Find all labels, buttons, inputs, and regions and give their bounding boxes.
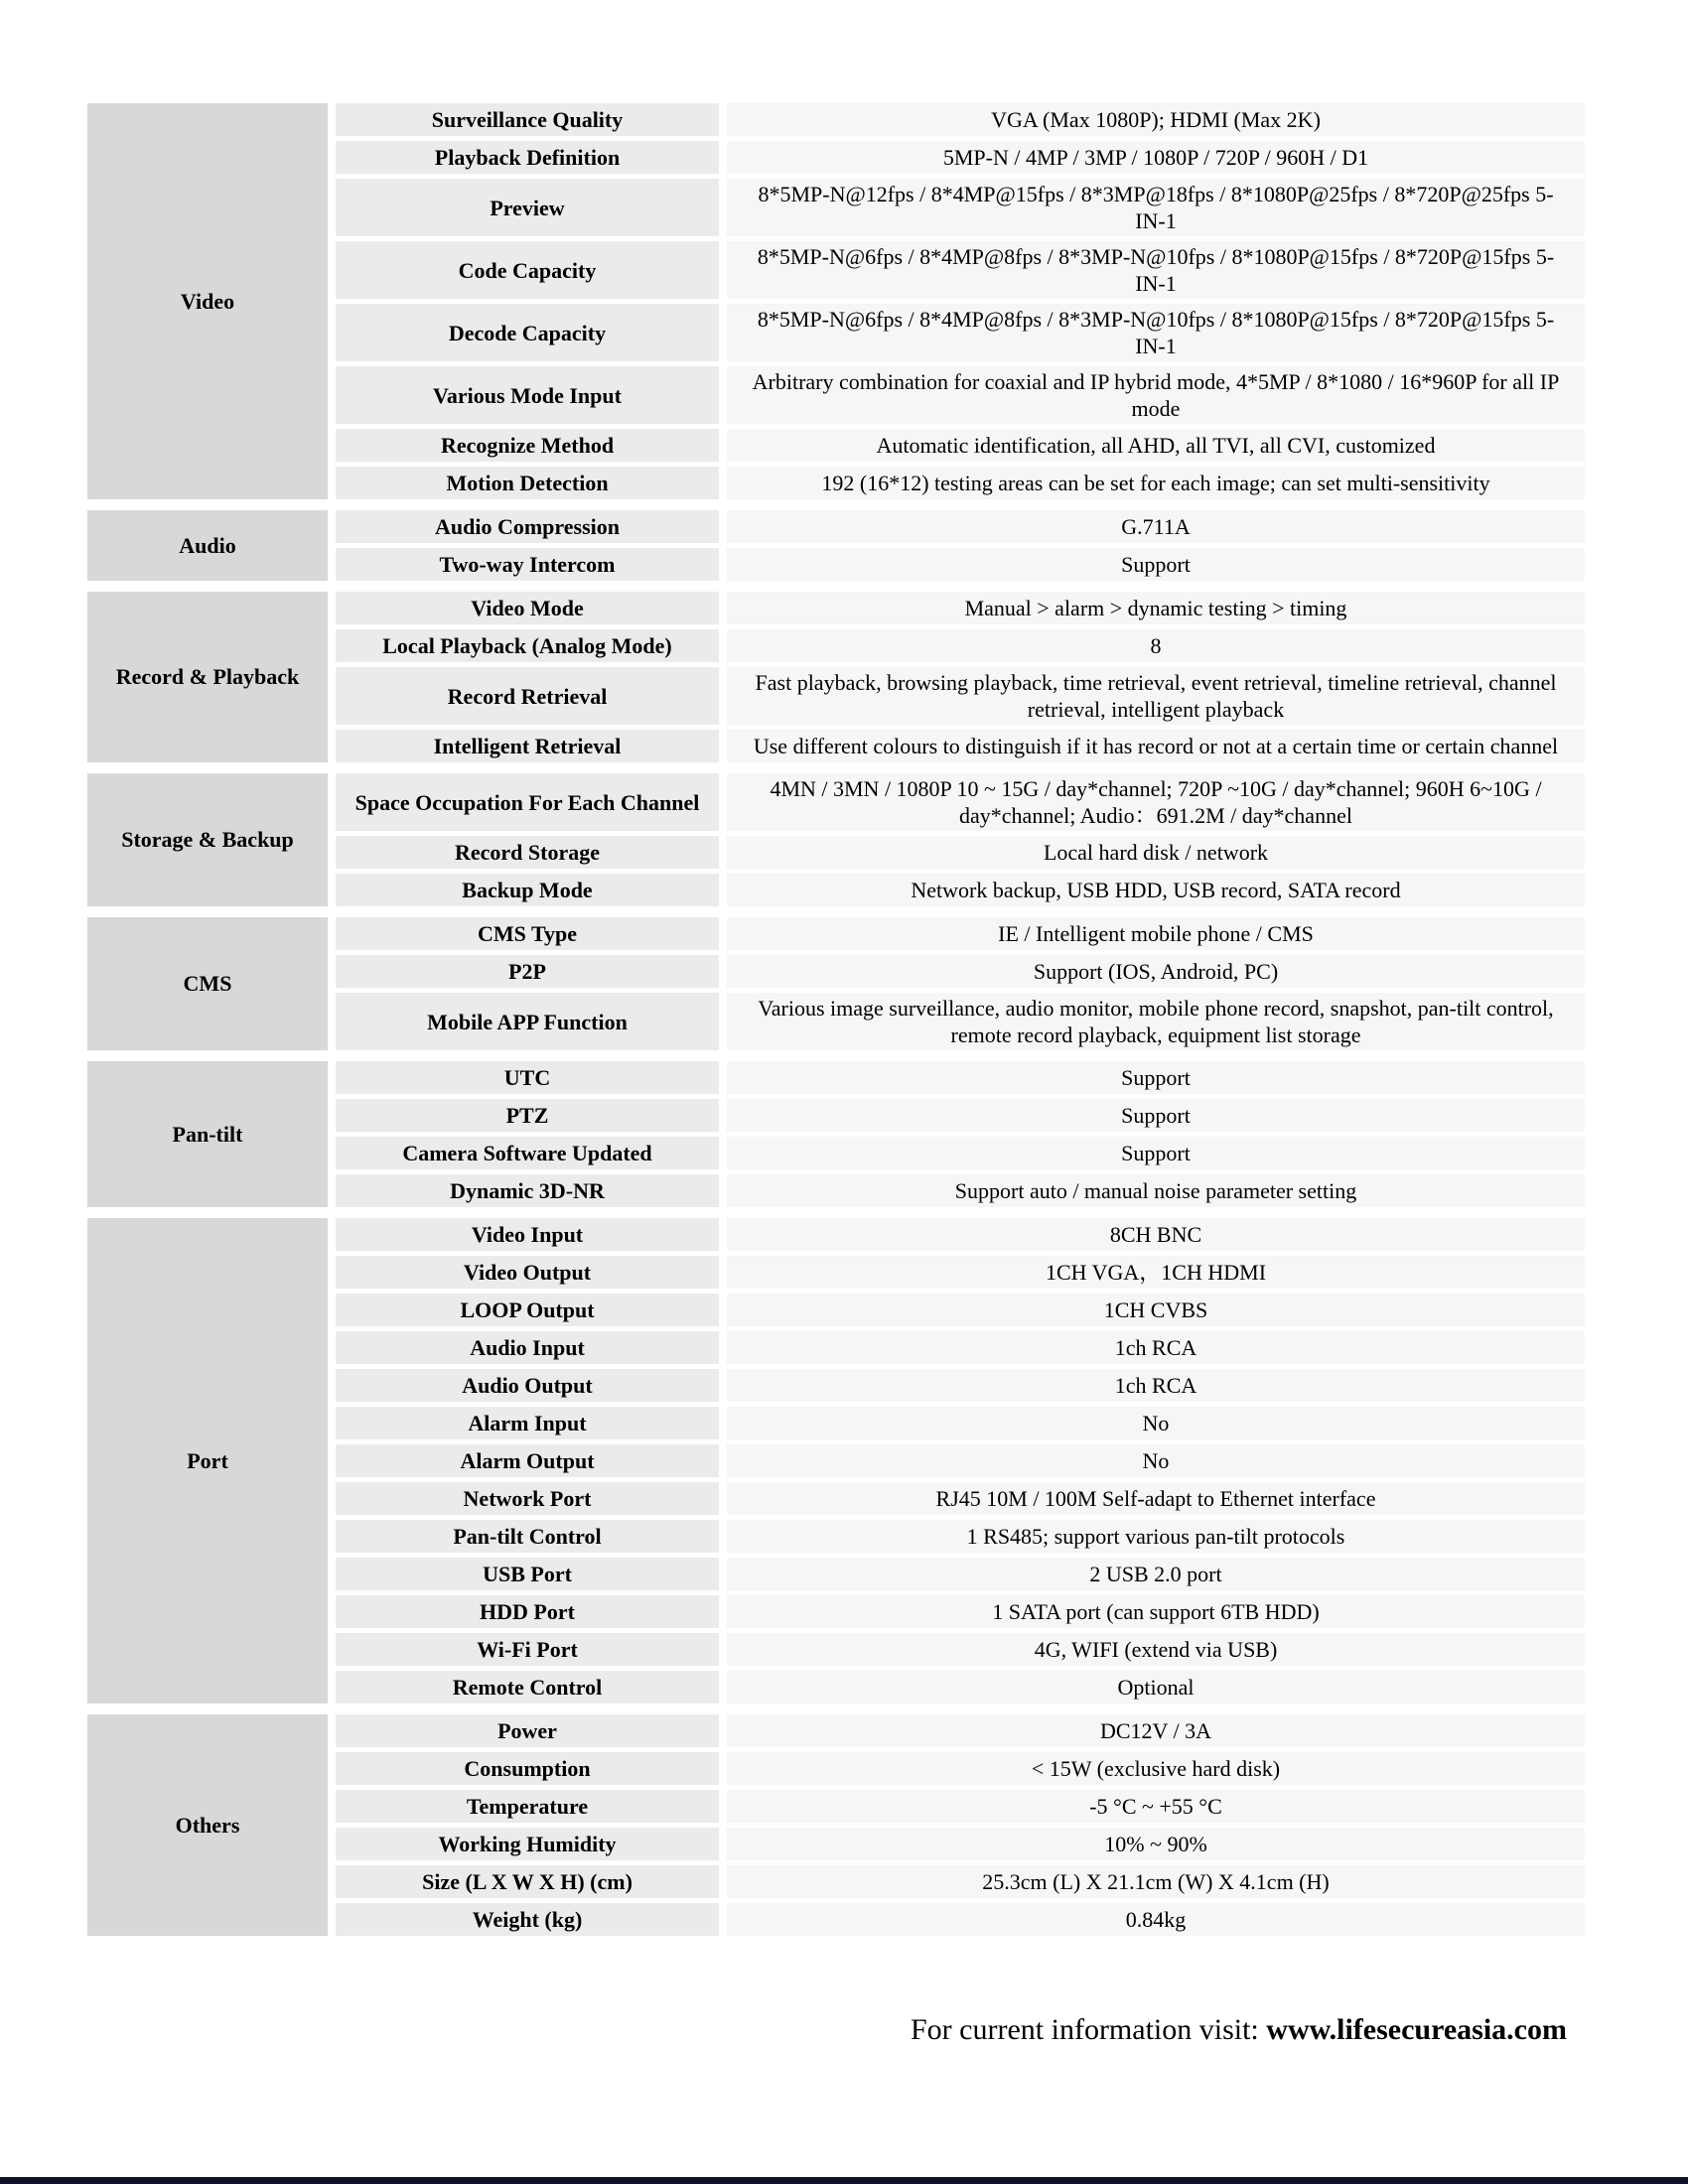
table-row: [336, 1369, 1585, 1402]
feature-value: 8*5MP-N@6fps / 8*4MP@8fps / 8*3MP-N@10fps / 8*1080P@15fps / 8*720P@15fps 5-IN-1: [727, 304, 1585, 361]
table-row: [336, 1671, 1585, 1704]
feature-value: 25.3cm (L) X 21.1cm (W) X 4.1cm (H): [727, 1865, 1585, 1898]
table-row: [336, 1595, 1585, 1628]
feature-label: Motion Detection: [336, 467, 719, 499]
category-cell-storage-backup: Storage & Backup: [87, 773, 328, 906]
table-row: [336, 1714, 1585, 1747]
feature-label: Audio Input: [336, 1331, 719, 1364]
feature-label: USB Port: [336, 1558, 719, 1590]
table-row: [336, 667, 1585, 725]
table-row: [336, 1828, 1585, 1860]
table-row: [336, 241, 1585, 299]
footer-note: [911, 2013, 1567, 2047]
category-cell-audio: Audio: [87, 510, 328, 581]
feature-label: Surveillance Quality: [336, 103, 719, 136]
section-rows: [336, 773, 1585, 906]
feature-value: < 15W (exclusive hard disk): [727, 1752, 1585, 1785]
table-row: [336, 1558, 1585, 1590]
feature-value: Various image surveillance, audio monitor, mobile phone record, snapshot, pan-tilt control, remote record playback, equipment list storage: [727, 993, 1585, 1050]
feature-value: Fast playback, browsing playback, time retrieval, event retrieval, timeline retrieval, channel retrieval, intelligent playback: [727, 667, 1585, 725]
feature-label: Two-way Intercom: [336, 548, 719, 581]
feature-value: 1ch RCA: [727, 1369, 1585, 1402]
section-rows: [336, 510, 1585, 581]
feature-value: 1CH CVBS: [727, 1294, 1585, 1326]
feature-label: Playback Definition: [336, 141, 719, 174]
feature-value: 1 RS485; support various pan-tilt protocols: [727, 1520, 1585, 1553]
feature-label: HDD Port: [336, 1595, 719, 1628]
feature-label: Local Playback (Analog Mode): [336, 629, 719, 662]
table-row: [336, 629, 1585, 662]
table-row: [336, 467, 1585, 499]
category-cell-video: Video: [87, 103, 328, 499]
feature-value: 8*5MP-N@12fps / 8*4MP@15fps / 8*3MP@18fps / 8*1080P@25fps / 8*720P@25fps 5-IN-1: [727, 179, 1585, 236]
category-cell-others: Others: [87, 1714, 328, 1936]
section-rows: [336, 1061, 1585, 1207]
table-row: [336, 1790, 1585, 1823]
feature-label: UTC: [336, 1061, 719, 1094]
feature-value: -5 °C ~ +55 °C: [727, 1790, 1585, 1823]
feature-label: Remote Control: [336, 1671, 719, 1704]
table-row: [336, 1482, 1585, 1515]
spec-section-others: [87, 1714, 1585, 1936]
feature-label: P2P: [336, 955, 719, 988]
feature-value: G.711A: [727, 510, 1585, 543]
feature-value: Manual > alarm > dynamic testing > timing: [727, 592, 1585, 624]
feature-value: Support: [727, 1099, 1585, 1132]
feature-value: VGA (Max 1080P); HDMI (Max 2K): [727, 103, 1585, 136]
table-row: [336, 1903, 1585, 1936]
feature-value: No: [727, 1407, 1585, 1439]
feature-label: Pan-tilt Control: [336, 1520, 719, 1553]
spec-section-storage-backup: [87, 773, 1585, 906]
table-row: [336, 510, 1585, 543]
feature-label: Video Input: [336, 1218, 719, 1251]
feature-label: Record Storage: [336, 836, 719, 869]
feature-value: RJ45 10M / 100M Self-adapt to Ethernet interface: [727, 1482, 1585, 1515]
table-row: [336, 993, 1585, 1050]
table-row: [336, 730, 1585, 762]
feature-value: Network backup, USB HDD, USB record, SATA record: [727, 874, 1585, 906]
feature-value: Support auto / manual noise parameter setting: [727, 1174, 1585, 1207]
spec-section-video: [87, 103, 1585, 499]
feature-label: Mobile APP Function: [336, 993, 719, 1050]
feature-label: Backup Mode: [336, 874, 719, 906]
table-row: [336, 1752, 1585, 1785]
table-row: [336, 1633, 1585, 1666]
table-row: [336, 773, 1585, 831]
feature-label: LOOP Output: [336, 1294, 719, 1326]
feature-value: Support: [727, 1137, 1585, 1169]
feature-label: Wi-Fi Port: [336, 1633, 719, 1666]
feature-label: Dynamic 3D-NR: [336, 1174, 719, 1207]
table-row: [336, 1520, 1585, 1553]
table-row: [336, 1407, 1585, 1439]
feature-value: 8*5MP-N@6fps / 8*4MP@8fps / 8*3MP-N@10fps / 8*1080P@15fps / 8*720P@15fps 5-IN-1: [727, 241, 1585, 299]
table-row: [336, 1174, 1585, 1207]
feature-value: 4G, WIFI (extend via USB): [727, 1633, 1585, 1666]
category-cell-cms: CMS: [87, 917, 328, 1050]
feature-value: IE / Intelligent mobile phone / CMS: [727, 917, 1585, 950]
table-row: [336, 1444, 1585, 1477]
table-row: [336, 917, 1585, 950]
spec-table: [87, 103, 1585, 1947]
table-row: [336, 141, 1585, 174]
feature-value: 8CH BNC: [727, 1218, 1585, 1251]
feature-label: Camera Software Updated: [336, 1137, 719, 1169]
section-rows: [336, 917, 1585, 1050]
feature-value: 0.84kg: [727, 1903, 1585, 1936]
table-row: [336, 103, 1585, 136]
feature-label: Space Occupation For Each Channel: [336, 773, 719, 831]
feature-value: 1ch RCA: [727, 1331, 1585, 1364]
category-cell-record-playback: Record & Playback: [87, 592, 328, 762]
table-row: [336, 1865, 1585, 1898]
feature-value: 8: [727, 629, 1585, 662]
spec-section-port: [87, 1218, 1585, 1704]
section-rows: [336, 1714, 1585, 1936]
table-row: [336, 304, 1585, 361]
feature-value: 192 (16*12) testing areas can be set for each image; can set multi-sensitivity: [727, 467, 1585, 499]
feature-label: Audio Output: [336, 1369, 719, 1402]
feature-label: Intelligent Retrieval: [336, 730, 719, 762]
feature-value: No: [727, 1444, 1585, 1477]
table-row: [336, 1218, 1585, 1251]
table-row: [336, 592, 1585, 624]
table-row: [336, 1061, 1585, 1094]
feature-value: 2 USB 2.0 port: [727, 1558, 1585, 1590]
feature-value: Support: [727, 1061, 1585, 1094]
feature-value: Arbitrary combination for coaxial and IP hybrid mode, 4*5MP / 8*1080 / 16*960P for all IP mode: [727, 366, 1585, 424]
feature-label: Power: [336, 1714, 719, 1747]
spec-section-audio: [87, 510, 1585, 581]
feature-value: Use different colours to distinguish if it has record or not at a certain time or certain channel: [727, 730, 1585, 762]
feature-label: Record Retrieval: [336, 667, 719, 725]
spec-section-cms: [87, 917, 1585, 1050]
table-row: [336, 179, 1585, 236]
table-row: [336, 1256, 1585, 1289]
feature-value: 10% ~ 90%: [727, 1828, 1585, 1860]
section-rows: [336, 103, 1585, 499]
feature-label: Recognize Method: [336, 429, 719, 462]
table-row: [336, 1331, 1585, 1364]
spec-section-pan-tilt: [87, 1061, 1585, 1207]
feature-label: Audio Compression: [336, 510, 719, 543]
feature-label: Various Mode Input: [336, 366, 719, 424]
feature-label: CMS Type: [336, 917, 719, 950]
spec-section-record-playback: [87, 592, 1585, 762]
feature-value: Support: [727, 548, 1585, 581]
feature-label: PTZ: [336, 1099, 719, 1132]
table-row: [336, 1137, 1585, 1169]
section-rows: [336, 1218, 1585, 1704]
feature-label: Temperature: [336, 1790, 719, 1823]
feature-label: Size (L X W X H) (cm): [336, 1865, 719, 1898]
bottom-page-edge: [0, 2177, 1688, 2184]
feature-label: Code Capacity: [336, 241, 719, 299]
feature-label: Preview: [336, 179, 719, 236]
table-row: [336, 1099, 1585, 1132]
table-row: [336, 548, 1585, 581]
table-row: [336, 366, 1585, 424]
feature-value: 1CH VGA，1CH HDMI: [727, 1256, 1585, 1289]
feature-value: 4MN / 3MN / 1080P 10 ~ 15G / day*channel; 720P ~10G / day*channel; 960H 6~10G / day*channel; Audio：691.2M / day*channel: [727, 773, 1585, 831]
feature-value: 1 SATA port (can support 6TB HDD): [727, 1595, 1585, 1628]
feature-label: Consumption: [336, 1752, 719, 1785]
feature-label: Alarm Output: [336, 1444, 719, 1477]
feature-label: Weight (kg): [336, 1903, 719, 1936]
feature-label: Video Output: [336, 1256, 719, 1289]
feature-label: Working Humidity: [336, 1828, 719, 1860]
section-rows: [336, 592, 1585, 762]
feature-value: Automatic identification, all AHD, all TVI, all CVI, customized: [727, 429, 1585, 462]
table-row: [336, 874, 1585, 906]
footer-text: For current information visit:: [911, 2013, 1267, 2046]
feature-value: 5MP-N / 4MP / 3MP / 1080P / 720P / 960H / D1: [727, 141, 1585, 174]
table-row: [336, 429, 1585, 462]
feature-value: DC12V / 3A: [727, 1714, 1585, 1747]
category-cell-port: Port: [87, 1218, 328, 1704]
table-row: [336, 836, 1585, 869]
footer-url: www.lifesecureasia.com: [1266, 2013, 1567, 2046]
feature-label: Video Mode: [336, 592, 719, 624]
category-cell-pan-tilt: Pan-tilt: [87, 1061, 328, 1207]
feature-label: Network Port: [336, 1482, 719, 1515]
table-row: [336, 1294, 1585, 1326]
feature-value: Optional: [727, 1671, 1585, 1704]
feature-label: Decode Capacity: [336, 304, 719, 361]
feature-value: Support (IOS, Android, PC): [727, 955, 1585, 988]
feature-label: Alarm Input: [336, 1407, 719, 1439]
table-row: [336, 955, 1585, 988]
feature-value: Local hard disk / network: [727, 836, 1585, 869]
